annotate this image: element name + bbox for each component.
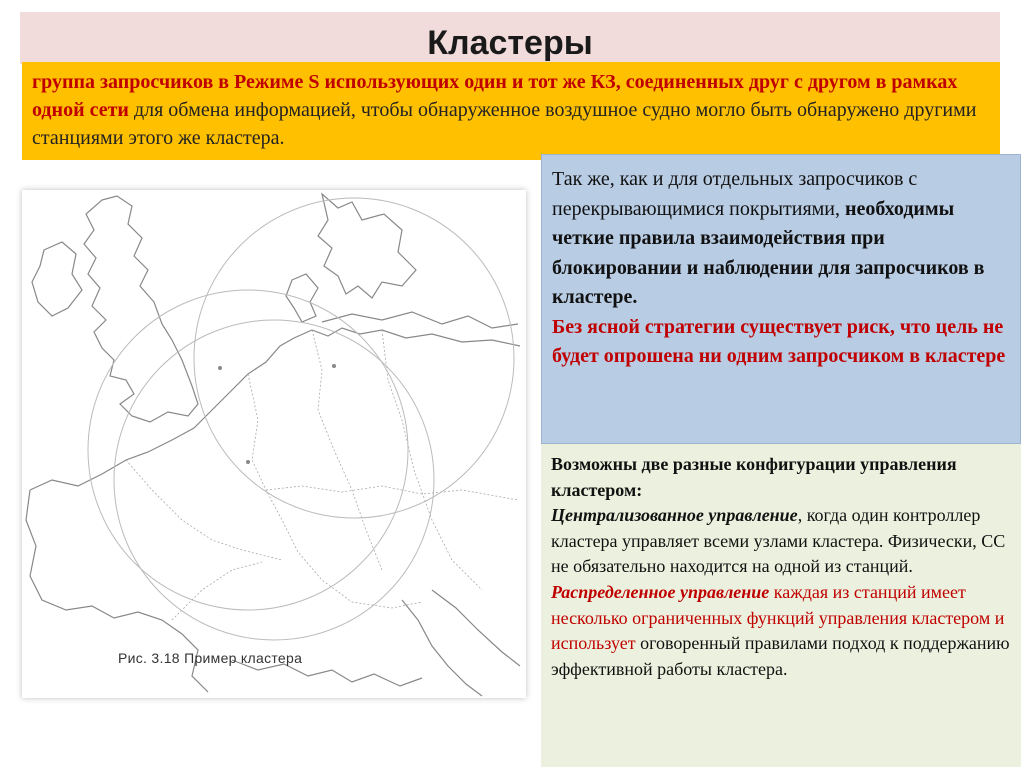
coastlines	[26, 194, 520, 696]
border-line-4	[126, 460, 282, 560]
distributed-paragraph	[551, 580, 1011, 682]
title-bar	[20, 12, 1000, 64]
border-line-2	[312, 330, 382, 570]
configurations-heading: Возможны две разные конфигурации управления кластером:	[551, 454, 957, 500]
distributed-text: каждая из станций имеет несколько ограниченных функций управления кластером и использует	[551, 581, 1005, 654]
definition-rest: для обмена информацией, чтобы обнаруженное воздушное судно могло быть обнаружено другими станциями этого же кластера.	[32, 99, 977, 149]
rules-intro: Так же, как и для отдельных запросчиков с перекрывающимися покрытиями,	[552, 168, 918, 220]
coverage-circle-north	[194, 198, 514, 518]
coverage-circles	[88, 198, 514, 640]
distributed-tail: оговоренный правилами подход к поддержанию эффективной работы кластера.	[551, 633, 1010, 679]
distributed-label: Распределенное управление	[551, 581, 774, 602]
station-marker-1	[218, 366, 222, 370]
definition-text	[32, 68, 990, 152]
scandinavia-coastline	[318, 194, 416, 298]
great-britain-coastline	[84, 196, 198, 422]
italy-coastline	[402, 600, 482, 696]
station-marker-2	[332, 364, 336, 368]
ireland-coastline	[32, 242, 82, 316]
rules-bold: необходимы четкие правила взаимодействия при блокировании и наблюдении для запросчиков в кластере.	[552, 197, 985, 308]
denmark-coastline	[286, 274, 318, 322]
station-markers	[218, 364, 336, 464]
centralized-label: Централизованное управление	[551, 505, 798, 526]
configurations-box	[541, 444, 1021, 767]
cluster-map-figure	[22, 190, 526, 698]
rules-text	[552, 165, 1008, 372]
coverage-circle-west	[88, 290, 408, 610]
border-line-6	[172, 562, 262, 620]
rules-box	[541, 154, 1021, 444]
border-line-5	[266, 486, 518, 500]
centralized-paragraph	[551, 503, 1011, 580]
coverage-circle-south	[114, 320, 434, 640]
adriatic-coastline	[432, 590, 520, 666]
europe-map-with-coverage-circles	[22, 190, 526, 698]
continent-coastline	[30, 328, 520, 490]
slide-title: Кластеры	[427, 23, 593, 62]
station-marker-3	[246, 460, 250, 464]
rules-warning: Без ясной стратегии существует риск, что цель не будет опрошена ни одним запросчиком в кластере	[552, 315, 1006, 367]
definition-box	[22, 62, 1000, 160]
figure-caption: Рис. 3.18 Пример кластера	[118, 650, 303, 666]
centralized-text: , когда один контроллер кластера управляет всеми узлами кластера. Физически, СС не обязательно находится на одной из станций.	[551, 505, 1006, 577]
definition-highlight: группа запросчиков в Режиме S использующих один и тот же КЗ, соединенных друг с другом в рамках одной сети	[32, 71, 958, 121]
baltic-coastline	[322, 312, 518, 328]
borders	[126, 330, 518, 620]
border-line-3	[382, 330, 482, 590]
